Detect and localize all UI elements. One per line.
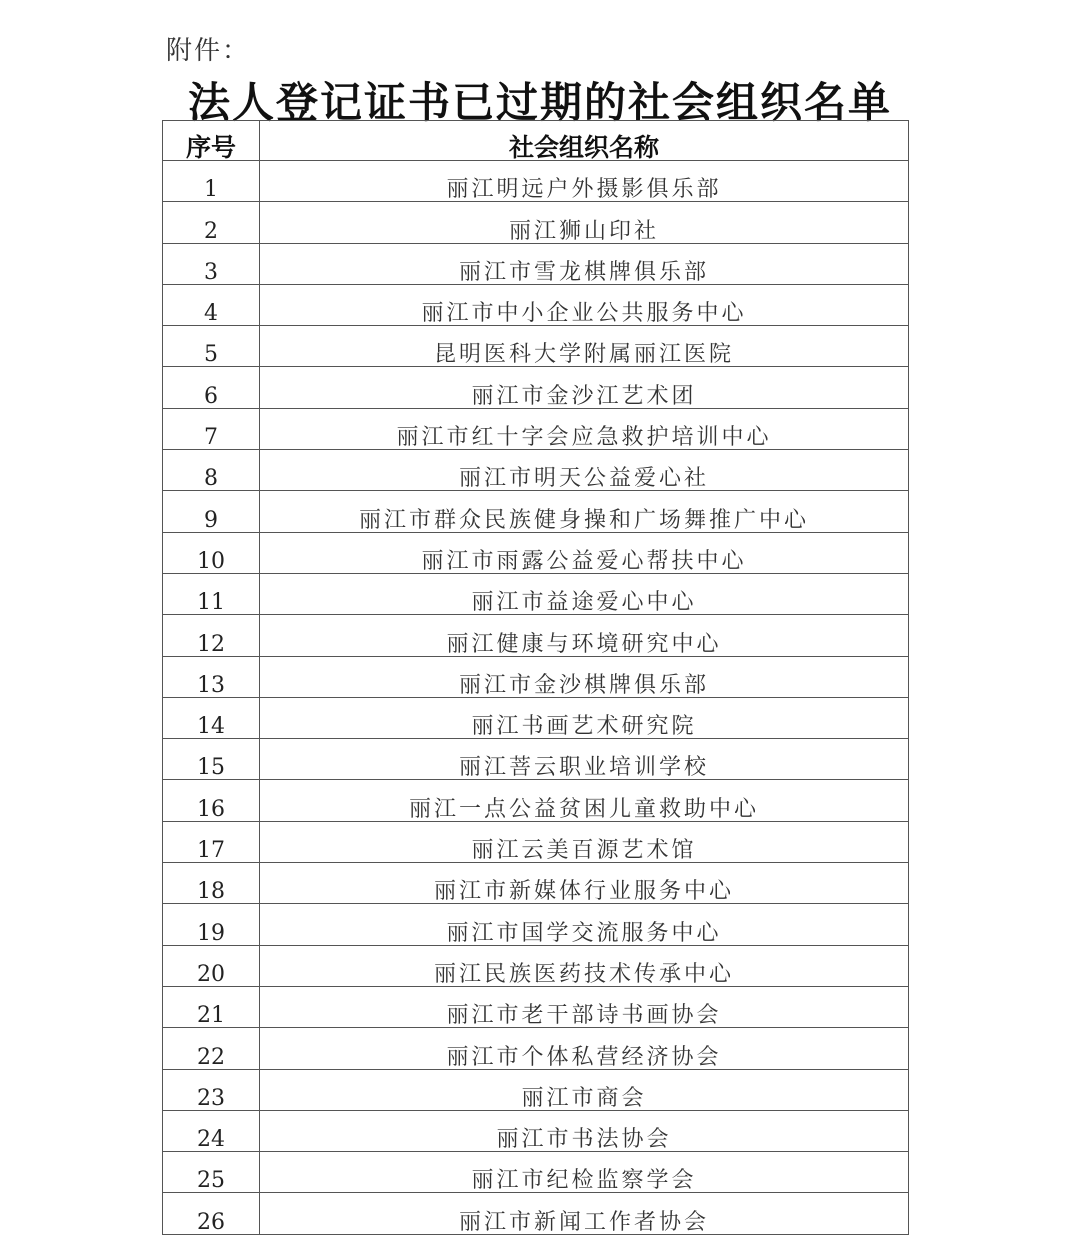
table-header-row bbox=[163, 121, 909, 161]
organization-name: 昆明医科大学附属丽江医院 bbox=[260, 326, 909, 367]
row-number: 16 bbox=[163, 780, 260, 821]
row-number: 7 bbox=[163, 408, 260, 449]
organization-name: 丽江云美百源艺术馆 bbox=[260, 821, 909, 862]
organization-name: 丽江市雨露公益爱心帮扶中心 bbox=[260, 532, 909, 573]
table-row bbox=[163, 656, 909, 697]
row-number: 17 bbox=[163, 821, 260, 862]
organization-name: 丽江市个体私营经济协会 bbox=[260, 1028, 909, 1069]
table-row bbox=[163, 780, 909, 821]
row-number: 8 bbox=[163, 450, 260, 491]
organization-name: 丽江一点公益贫困儿童救助中心 bbox=[260, 780, 909, 821]
row-number: 20 bbox=[163, 945, 260, 986]
table-row bbox=[163, 697, 909, 738]
organization-name: 丽江健康与环境研究中心 bbox=[260, 615, 909, 656]
organization-name: 丽江市新闻工作者协会 bbox=[260, 1193, 909, 1234]
organization-name: 丽江市商会 bbox=[260, 1069, 909, 1110]
row-number: 23 bbox=[163, 1069, 260, 1110]
row-number: 14 bbox=[163, 697, 260, 738]
row-number: 24 bbox=[163, 1110, 260, 1151]
table-row bbox=[163, 1028, 909, 1069]
organization-name: 丽江市雪龙棋牌俱乐部 bbox=[260, 243, 909, 284]
row-number: 22 bbox=[163, 1028, 260, 1069]
organization-name: 丽江书画艺术研究院 bbox=[260, 697, 909, 738]
row-number: 26 bbox=[163, 1193, 260, 1234]
row-number: 1 bbox=[163, 161, 260, 202]
table-body bbox=[163, 161, 909, 1235]
table-row bbox=[163, 863, 909, 904]
table-row bbox=[163, 1069, 909, 1110]
table-row bbox=[163, 284, 909, 325]
organization-name: 丽江市书法协会 bbox=[260, 1110, 909, 1151]
attachment-label: 附件： bbox=[166, 36, 251, 66]
organization-name: 丽江市新媒体行业服务中心 bbox=[260, 863, 909, 904]
row-number: 9 bbox=[163, 491, 260, 532]
row-number: 2 bbox=[163, 202, 260, 243]
row-number: 5 bbox=[163, 326, 260, 367]
table-row bbox=[163, 408, 909, 449]
row-number: 15 bbox=[163, 739, 260, 780]
table-row bbox=[163, 1193, 909, 1234]
table-row bbox=[163, 491, 909, 532]
table-row bbox=[163, 532, 909, 573]
organization-name: 丽江市群众民族健身操和广场舞推广中心 bbox=[260, 491, 909, 532]
organization-name: 丽江市纪检监察学会 bbox=[260, 1152, 909, 1193]
row-number: 12 bbox=[163, 615, 260, 656]
row-number: 6 bbox=[163, 367, 260, 408]
column-header-number: 序号 bbox=[163, 121, 260, 161]
organization-name: 丽江市明天公益爱心社 bbox=[260, 450, 909, 491]
table-row bbox=[163, 1110, 909, 1151]
table-row bbox=[163, 986, 909, 1027]
table-row bbox=[163, 615, 909, 656]
table-row bbox=[163, 945, 909, 986]
row-number: 19 bbox=[163, 904, 260, 945]
table-row bbox=[163, 326, 909, 367]
row-number: 3 bbox=[163, 243, 260, 284]
table-row bbox=[163, 821, 909, 862]
organization-name: 丽江市老干部诗书画协会 bbox=[260, 986, 909, 1027]
organization-name: 丽江市国学交流服务中心 bbox=[260, 904, 909, 945]
organization-name: 丽江市益途爱心中心 bbox=[260, 573, 909, 614]
organization-name: 丽江市红十字会应急救护培训中心 bbox=[260, 408, 909, 449]
row-number: 21 bbox=[163, 986, 260, 1027]
row-number: 25 bbox=[163, 1152, 260, 1193]
row-number: 13 bbox=[163, 656, 260, 697]
organization-name: 丽江民族医药技术传承中心 bbox=[260, 945, 909, 986]
table-row bbox=[163, 739, 909, 780]
row-number: 4 bbox=[163, 284, 260, 325]
table-row bbox=[163, 367, 909, 408]
table-row bbox=[163, 904, 909, 945]
column-header-name: 社会组织名称 bbox=[260, 121, 909, 161]
organization-name: 丽江狮山印社 bbox=[260, 202, 909, 243]
row-number: 18 bbox=[163, 863, 260, 904]
organization-table bbox=[162, 120, 909, 1235]
organization-name: 丽江市金沙棋牌俱乐部 bbox=[260, 656, 909, 697]
organization-name: 丽江菩云职业培训学校 bbox=[260, 739, 909, 780]
table-row bbox=[163, 450, 909, 491]
table-row bbox=[163, 202, 909, 243]
table-row bbox=[163, 1152, 909, 1193]
row-number: 10 bbox=[163, 532, 260, 573]
page-title: 法人登记证书已过期的社会组织名单 bbox=[187, 78, 892, 127]
table-row bbox=[163, 161, 909, 202]
organization-name: 丽江市金沙江艺术团 bbox=[260, 367, 909, 408]
table-row bbox=[163, 573, 909, 614]
table-row bbox=[163, 243, 909, 284]
organization-name: 丽江市中小企业公共服务中心 bbox=[260, 284, 909, 325]
organization-name: 丽江明远户外摄影俱乐部 bbox=[260, 161, 909, 202]
row-number: 11 bbox=[163, 573, 260, 614]
